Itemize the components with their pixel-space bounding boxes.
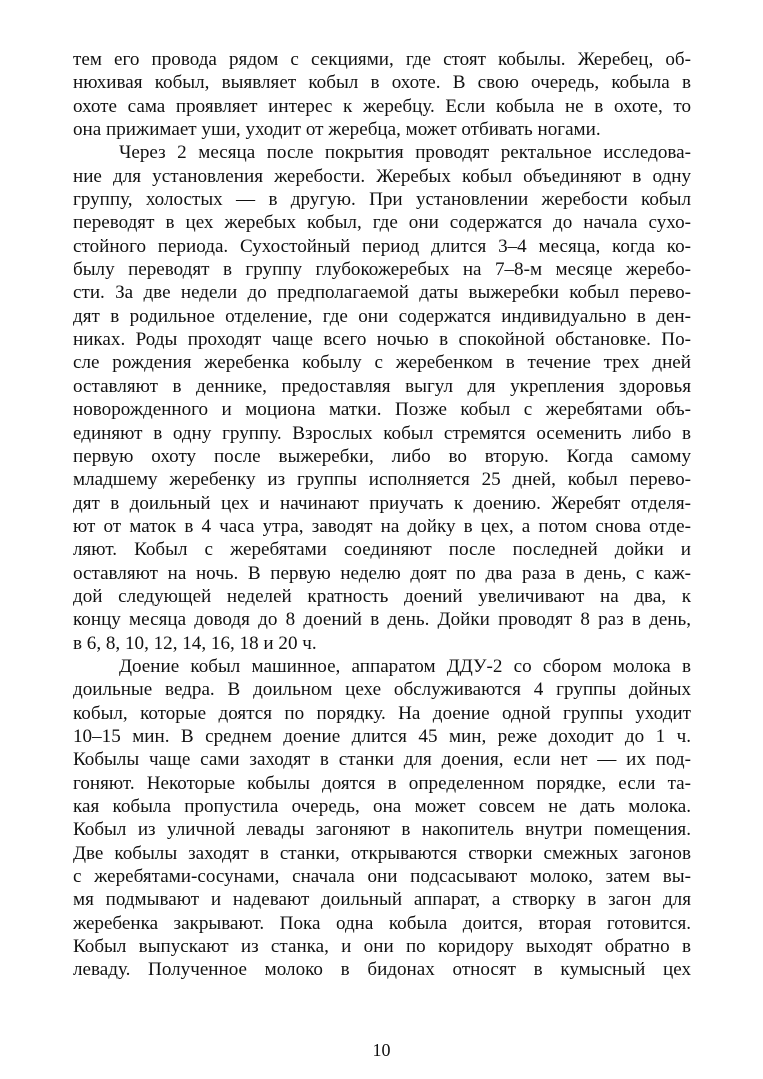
- text-line: новорожденного и моциона матки. Позже кобыл с жеребятами объ-: [73, 399, 691, 421]
- text-line: с жеребятами-сосунами, сначала они подсасывают молоко, затем вы-: [73, 866, 691, 888]
- text-line: Доение кобыл машинное, аппаратом ДДУ-2 со сбором молока в: [119, 655, 691, 677]
- text-line: оставляют на ночь. В первую неделю доят по два раза в день, с каж-: [73, 562, 691, 584]
- text-line: дят в доильный цех и начинают приучать к доению. Жеребят отделя-: [73, 492, 691, 514]
- text-line: Кобылы чаще сами заходят в станки для доения, если нет — их под-: [73, 749, 691, 771]
- text-line: ляют. Кобыл с жеребятами соединяют после последней дойки и: [73, 539, 691, 561]
- text-line: Через 2 месяца после покрытия проводят ректальное исследова-: [119, 142, 691, 164]
- text-line: Две кобылы заходят в станки, открываются створки смежных загонов: [73, 842, 691, 864]
- text-line: леваду. Полученное молоко в бидонах относят в кумысный цех: [73, 959, 691, 981]
- text-line: единяют в одну группу. Взрослых кобыл стремятся осеменить либо в: [73, 422, 691, 444]
- text-line: былу переводят в группу глубокожеребых на 7–8-м месяце жеребо-: [73, 259, 691, 281]
- text-line: жеребенка закрывают. Пока одна кобыла доится, вторая готовится.: [73, 912, 691, 934]
- paragraph-1: [73, 48, 691, 141]
- text-line: первую охоту после выжеребки, либо во вторую. Когда самому: [73, 445, 691, 467]
- text-line: сле рождения жеребенка кобылу с жеребенком в течение трех дней: [73, 352, 691, 374]
- text-line: дой следующей неделей кратность доений увеличивают на два, к: [73, 585, 691, 607]
- text-line: дят в родильное отделение, где они содержатся индивидуально в ден-: [73, 305, 691, 327]
- text-line: переводят в цех жеребых кобыл, где они содержатся до начала сухо-: [73, 212, 691, 234]
- text-line: охоте сама проявляет интерес к жеребцу. Если кобыла не в охоте, то: [73, 95, 691, 117]
- text-line: доильные ведра. В доильном цехе обслуживаются 4 группы дойных: [73, 679, 691, 701]
- text-line: концу месяца доводя до 8 доений в день. Дойки проводят 8 раз в день,: [73, 609, 691, 631]
- text-line: кая кобыла пропустила очередь, она может совсем не дать молока.: [73, 796, 691, 817]
- text-line: нюхивая кобыл, выявляет кобыл в охоте. В свою очередь, кобыла в: [73, 72, 691, 94]
- paragraph-2: [73, 141, 691, 655]
- text-line: в 6, 8, 10, 12, 14, 16, 18 и 20 ч.: [73, 632, 317, 654]
- text-line: ние для установления жеребости. Жеребых кобыл объединяют в одну: [73, 165, 691, 187]
- text-line: группу, холостых — в другую. При установлении жеребости кобыл: [73, 189, 691, 211]
- text-line: младшему жеребенку из группы исполняется 25 дней, кобыл перево-: [73, 469, 691, 491]
- paragraph-3: [73, 655, 691, 982]
- text-line: Кобыл выпускают из станка, и они по коридору выходят обратно в: [73, 936, 691, 958]
- text-line: стойного периода. Сухостойный период длится 3–4 месяца, когда ко-: [73, 235, 691, 257]
- page-number: 10: [372, 1040, 391, 1060]
- text-line: кобыл, которые доятся по порядку. На доение одной группы уходит: [73, 702, 691, 724]
- text-line: сти. За две недели до предполагаемой даты выжеребки кобыл перево-: [73, 282, 691, 304]
- page-body: [73, 48, 691, 982]
- text-line: она прижимает уши, уходит от жеребца, может отбивать ногами.: [73, 119, 601, 141]
- text-line: ют от маток в 4 часа утра, заводят на дойку в цех, а потом снова отде-: [73, 515, 691, 537]
- text-line: гоняют. Некоторые кобылы доятся в определенном порядке, если та-: [73, 772, 691, 794]
- text-line: мя подмывают и надевают доильный аппарат, а створку в загон для: [73, 889, 691, 911]
- text-line: никах. Роды проходят чаще всего ночью в спокойной обстановке. По-: [73, 329, 691, 351]
- text-line: оставляют в деннике, предоставляя выгул для укрепления здоровья: [73, 375, 691, 397]
- text-line: Кобыл из уличной левады загоняют в накопитель внутри помещения.: [73, 819, 691, 841]
- text-line: тем его провода рядом с секциями, где стоят кобылы. Жеребец, об-: [73, 49, 691, 70]
- text-line: 10–15 мин. В среднем доение длится 45 мин, реже доходит до 1 ч.: [73, 725, 691, 747]
